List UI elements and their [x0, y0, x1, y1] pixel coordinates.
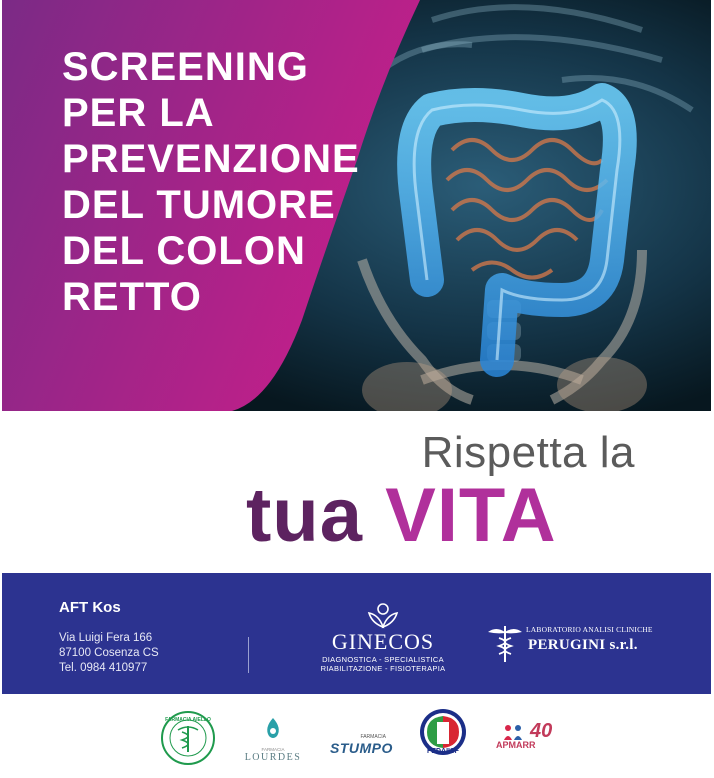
tagline-rispetta: Rispetta la	[421, 428, 635, 477]
ginecos-subtitle: RIABILITAZIONE - FISIOTERAPIA	[320, 664, 446, 673]
address-line: 87100 Cosenza CS	[59, 647, 159, 659]
headline-line: PER LA	[62, 91, 215, 135]
ginecos-logo	[318, 603, 448, 673]
apmarr-anniversary: 40	[530, 720, 553, 742]
tagline-tua-vita	[246, 470, 557, 562]
lotus-icon	[366, 603, 400, 629]
farmacia-aiello-logo	[160, 710, 216, 766]
lourdes-drop-icon	[240, 716, 306, 742]
headline-line: PREVENZIONE	[62, 137, 360, 181]
perugini-name: PERUGINI s.r.l.	[528, 637, 638, 653]
apmarr-logo	[494, 720, 564, 754]
address-block	[59, 631, 159, 676]
address-line: Via Luigi Fera 166	[59, 632, 153, 644]
apmarr-name: APMARR	[496, 740, 536, 750]
phone-number: Tel. 0984 410977	[59, 662, 148, 674]
caduceus-icon	[486, 624, 524, 664]
ginecos-subtitle: DIAGNOSTICA - SPECIALISTICA	[322, 655, 444, 664]
fedaiisf-name: FEDAIISF	[427, 748, 459, 755]
ginecos-name: GINECOS	[331, 629, 435, 654]
headline-line: DEL TUMORE	[62, 183, 336, 227]
lourdes-name: LOURDES	[244, 752, 302, 763]
aiello-name: FARMACIA AIELLO	[165, 717, 211, 723]
contact-band	[2, 573, 711, 694]
farmacia-lourdes-logo	[240, 716, 306, 763]
farmacia-stumpo-logo	[328, 734, 393, 760]
divider	[248, 637, 249, 673]
headline-line: DEL COLON	[62, 229, 306, 273]
tagline-vita: VITA	[385, 473, 557, 558]
stumpo-name: STUMPO	[330, 740, 393, 756]
headline-line: RETTO	[62, 275, 202, 319]
aft-title: AFT Kos	[59, 599, 121, 616]
lourdes-small: FARMACIA	[261, 747, 285, 752]
hero-banner	[2, 0, 711, 411]
fedaiisf-logo	[417, 708, 469, 760]
stumpo-small: FARMACIA	[360, 734, 386, 740]
tagline-tua: tua	[246, 473, 363, 558]
headline	[62, 44, 360, 320]
perugini-subtitle: LABORATORIO ANALISI CLINICHE	[526, 625, 653, 634]
headline-line: SCREENING	[62, 45, 309, 89]
partner-logos	[0, 694, 714, 778]
